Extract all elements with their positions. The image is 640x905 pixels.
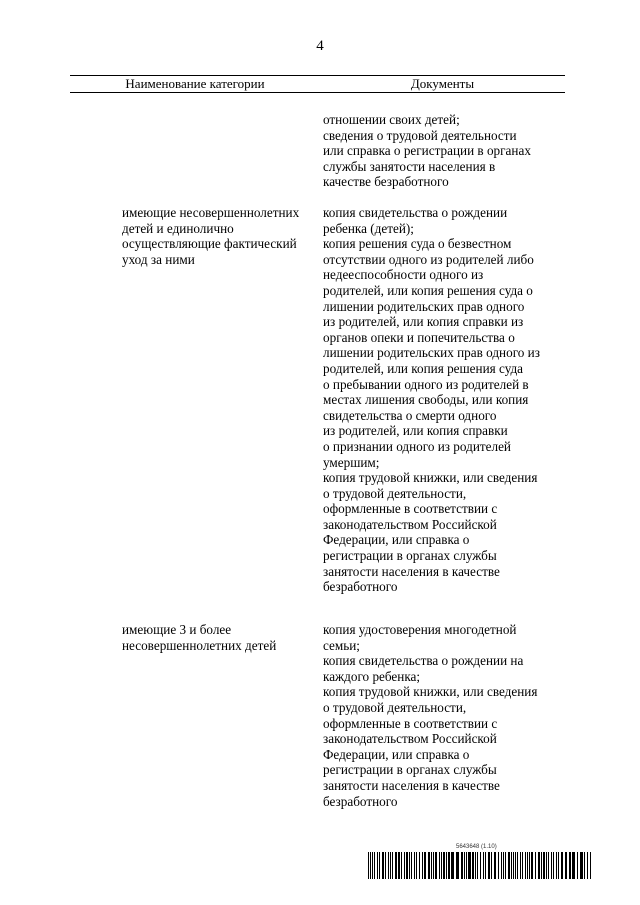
barcode-bar <box>379 852 380 879</box>
document-line: семьи; <box>323 637 360 653</box>
barcode-bar <box>529 852 530 879</box>
document-line: регистрации в органах службы <box>323 548 497 564</box>
document-line: лишении родительских прав одного <box>323 298 525 314</box>
document-line: сведения о трудовой деятельности <box>323 127 517 143</box>
barcode-bar <box>461 852 463 879</box>
barcode-bar <box>538 852 540 879</box>
document-line: Федерации, или справка о <box>323 532 470 548</box>
documents-cell-row-1 <box>323 112 563 190</box>
barcode-bar <box>556 852 557 879</box>
document-line: родителей, или копия решения суда <box>323 360 524 376</box>
barcode-bar <box>553 852 554 879</box>
barcode-bar <box>406 852 408 879</box>
barcode-bar <box>446 852 447 879</box>
barcode-bar <box>503 852 504 879</box>
document-line: безработного <box>323 793 398 809</box>
barcode-bar <box>416 852 417 879</box>
barcode-bar <box>382 852 384 879</box>
document-line: умершим; <box>323 454 380 470</box>
barcode-bar <box>511 852 512 879</box>
barcode-bar <box>572 852 575 879</box>
document-line: копия трудовой книжки, или сведения <box>323 684 538 700</box>
barcode-bar <box>485 852 486 879</box>
category-line: несовершеннолетних детей <box>122 637 277 653</box>
barcode-bar <box>551 852 552 879</box>
barcode-bar <box>520 852 521 879</box>
barcode-bar <box>395 852 397 879</box>
barcode-bar <box>483 852 484 879</box>
barcode-bar <box>464 852 465 879</box>
barcode-bar <box>477 852 478 879</box>
barcode-bar <box>543 852 545 879</box>
barcode-bar <box>541 852 542 879</box>
barcode-bar <box>535 852 536 879</box>
barcode-bar <box>522 852 523 879</box>
documents-cell-row-2 <box>323 205 563 595</box>
document-line: родителей, или копия решения суда о <box>323 282 533 298</box>
barcode-bar <box>443 852 445 879</box>
document-line: из родителей, или копия справки <box>323 423 508 439</box>
barcode-bar <box>587 852 588 879</box>
barcode-bar <box>515 852 516 879</box>
barcode-bar <box>414 852 415 879</box>
document-line: каждого ребенка; <box>323 668 421 684</box>
document-line: о пребывании одного из родителей в <box>323 376 529 392</box>
barcode-bar <box>488 852 490 879</box>
barcode-bar <box>472 852 474 879</box>
barcode-bar <box>439 852 440 879</box>
barcode-bar <box>411 852 412 879</box>
barcode-bar <box>368 852 369 879</box>
documents-cell-row-3 <box>323 622 563 809</box>
barcode-bar <box>424 852 426 879</box>
document-line: органов опеки и попечительства о <box>323 329 515 345</box>
barcode-bar <box>377 852 378 879</box>
document-line: копия трудовой книжки, или сведения <box>323 470 538 486</box>
barcode-bar <box>422 852 423 879</box>
category-line: имеющие несовершеннолетних <box>122 205 300 220</box>
barcode-label: 5643648 (1.10) <box>456 844 497 850</box>
document-line: копия удостоверения многодетной <box>323 622 517 637</box>
barcode-bar <box>508 852 510 879</box>
barcode-bar <box>527 852 528 879</box>
barcode-bar <box>441 852 442 879</box>
barcode-bar <box>388 852 389 879</box>
document-line: или справка о регистрации в органах <box>323 143 531 159</box>
barcode-bar <box>480 852 481 879</box>
barcode-bar <box>505 852 506 879</box>
document-line: занятости населения в качестве <box>323 777 500 793</box>
barcode-bar <box>435 852 437 879</box>
barcode-bar <box>385 852 386 879</box>
barcode-bar <box>374 852 375 879</box>
barcode-bar <box>431 852 432 879</box>
document-line: копия свидетельства о рождении на <box>323 653 524 669</box>
document-line: оформленные в соответствии с <box>323 715 498 731</box>
barcode-bar <box>448 852 450 879</box>
barcode-bar <box>501 852 502 879</box>
document-line: копия решения суда о безвестном <box>323 236 512 252</box>
document-line: копия свидетельства о рождении <box>323 205 508 220</box>
barcode-bar <box>401 852 402 879</box>
category-line: уход за ними <box>122 251 195 267</box>
document-line: отсутствии одного из родителей либо <box>323 251 534 267</box>
document-line: регистрации в органах службы <box>323 762 497 778</box>
barcode-bar <box>584 852 585 879</box>
document-line: занятости населения в качестве <box>323 563 500 579</box>
category-line: осуществляющие фактический <box>122 236 297 252</box>
barcode-bar <box>558 852 559 879</box>
document-line: недееспособности одного из <box>323 267 484 283</box>
barcode-bar <box>398 852 400 879</box>
barcode-bar <box>433 852 434 879</box>
barcode-bar <box>546 852 547 879</box>
document-line: Федерации, или справка о <box>323 746 470 762</box>
table-header-bottom-rule <box>70 92 565 93</box>
barcode-bar <box>466 852 467 879</box>
document-line: качестве безработного <box>323 174 449 190</box>
barcode-bar <box>548 852 549 879</box>
barcode-bar <box>475 852 476 879</box>
barcode-bar <box>392 852 393 879</box>
barcode-bar <box>456 852 459 879</box>
barcode <box>368 852 591 879</box>
barcode-bar <box>565 852 567 879</box>
category-cell-row-2 <box>122 205 317 267</box>
barcode-bar <box>513 852 514 879</box>
document-line: из родителей, или копия справки из <box>323 314 524 330</box>
barcode-bar <box>561 852 563 879</box>
barcode-bar <box>390 852 391 879</box>
barcode-bar <box>370 852 371 879</box>
document-line: о трудовой деятельности, <box>323 485 467 501</box>
barcode-bar <box>494 852 496 879</box>
document-line: законодательством Российской <box>323 516 497 532</box>
barcode-bar <box>372 852 373 879</box>
document-line: законодательством Российской <box>323 731 497 747</box>
barcode-bar <box>517 852 518 879</box>
barcode-bar <box>498 852 499 879</box>
category-line: детей и единолично <box>122 220 234 236</box>
page-number: 4 <box>316 38 324 54</box>
barcode-bar <box>419 852 420 879</box>
barcode-bar <box>580 852 583 879</box>
document-line: свидетельства о смерти одного <box>323 407 497 423</box>
document-line: лишении родительских прав одного из <box>323 345 540 361</box>
barcode-bar <box>590 852 591 879</box>
document-line: безработного <box>323 579 398 595</box>
barcode-bar <box>491 852 492 879</box>
document-line: о признании одного из родителей <box>323 438 511 454</box>
barcode-bar <box>531 852 533 879</box>
barcode-bar <box>451 852 454 879</box>
barcode-bar <box>409 852 410 879</box>
barcode-bar <box>468 852 471 879</box>
document-line: оформленные в соответствии с <box>323 501 498 517</box>
barcode-bar <box>404 852 405 879</box>
barcode-bar <box>525 852 526 879</box>
barcode-bar <box>428 852 430 879</box>
document-line: ребенка (детей); <box>323 220 414 236</box>
document-line: местах лишения свободы, или копия <box>323 392 529 408</box>
category-cell-row-3 <box>122 622 317 653</box>
document-line: отношении своих детей; <box>323 112 460 127</box>
category-line: имеющие 3 и более <box>122 622 232 637</box>
column-header-documents: Документы <box>410 76 475 91</box>
document-line: службы занятости населения в <box>323 158 496 174</box>
column-header-category: Наименование категории <box>125 76 265 91</box>
barcode-bar <box>577 852 578 879</box>
document-line: о трудовой деятельности, <box>323 699 467 715</box>
barcode-bar <box>569 852 571 879</box>
